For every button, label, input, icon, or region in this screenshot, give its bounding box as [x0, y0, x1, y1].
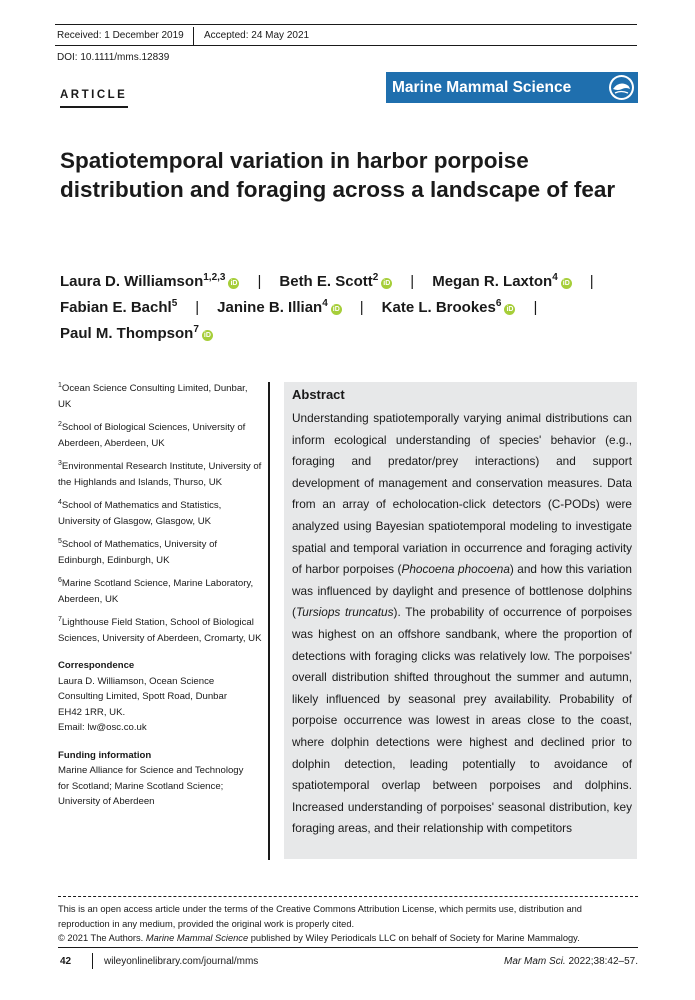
column-rule: [268, 382, 270, 860]
affiliation-marker: 1: [58, 382, 62, 389]
header-separator: [193, 27, 194, 45]
correspondence-line: Laura D. Williamson, Ocean Science: [58, 675, 215, 687]
affiliation: [58, 417, 263, 451]
affiliation-marker: 4: [58, 499, 62, 506]
copyright-journal: Marine Mammal Science: [145, 933, 249, 943]
author-affiliation-marker: 4: [322, 298, 328, 309]
journal-logo-icon: [608, 74, 635, 101]
funding-line: for Scotland; Marine Scotland Science;: [58, 780, 224, 792]
author-separator: |: [410, 273, 415, 290]
correspondence-email[interactable]: Email: lw@osc.co.uk: [58, 722, 147, 733]
species-name: Tursiops truncatus: [295, 605, 394, 620]
footer-dashed-rule: [58, 896, 638, 897]
author-affiliation-marker: 1,2,3: [203, 272, 226, 283]
affiliation: [58, 378, 263, 412]
copyright-text: published by Wiley Periodicals LLC on behalf of Society for Marine Mammalogy.: [248, 933, 580, 943]
footer-separator: [92, 953, 93, 969]
affiliation-text: School of Mathematics, University of Edinburgh, Edinburgh, UK: [58, 539, 218, 566]
author-affiliation-marker: 6: [495, 298, 502, 309]
accepted-date: Accepted: 24 May 2021: [204, 30, 310, 41]
footer-rule: [58, 947, 638, 948]
affiliation: [58, 573, 263, 607]
funding-line: University of Aberdeen: [58, 796, 155, 807]
author-affiliation-marker: 4: [552, 272, 558, 283]
author-name[interactable]: Megan R. Laxton: [432, 273, 553, 290]
author-name[interactable]: Paul M. Thompson: [60, 325, 194, 342]
author-line-2: [60, 298, 555, 322]
license-line: reproduction in any medium, provided the original work is properly cited.: [58, 918, 355, 929]
journal-site-link[interactable]: wileyonlinelibrary.com/journal/mms: [104, 956, 259, 967]
author-name[interactable]: Fabian E. Bachl: [60, 299, 172, 316]
received-date: Received: 1 December 2019: [57, 30, 184, 41]
license-notice: [58, 902, 640, 946]
affiliation-text: School of Biological Sciences, University of Aberdeen, Aberdeen, UK: [58, 422, 246, 449]
correspondence-line: EH42 1RR, UK.: [58, 706, 126, 718]
author-line-3: [60, 324, 213, 348]
citation-journal: Mar Mam Sci.: [504, 956, 566, 967]
correspondence-heading: Correspondence: [58, 660, 135, 671]
author-separator: |: [195, 299, 200, 316]
author-affiliation-marker: 2: [372, 272, 379, 283]
author-line-1: [60, 272, 612, 296]
abstract-box: [284, 382, 637, 859]
author-name[interactable]: Janine B. Illian: [217, 299, 323, 316]
orcid-icon[interactable]: iD: [332, 306, 340, 313]
species-name: Phocoena phocoena: [401, 562, 510, 577]
affiliation: [58, 534, 263, 568]
section-label: ARTICLE: [60, 89, 128, 101]
journal-name: Marine Mammal Science: [392, 78, 572, 96]
section-label-underline: [60, 106, 128, 108]
header-bottom-rule: [55, 45, 637, 46]
affiliation: [58, 612, 263, 646]
page-number: 42: [60, 956, 72, 967]
author-name[interactable]: Laura D. Williamson: [60, 273, 204, 290]
affiliation: [58, 495, 263, 529]
header-top-rule: [55, 24, 637, 25]
affiliation-marker: 3: [58, 460, 62, 467]
front-matter-sidebar: [58, 378, 263, 810]
orcid-icon[interactable]: iD: [562, 280, 570, 287]
orcid-icon[interactable]: iD: [203, 332, 211, 339]
abstract-part: Understanding spatiotemporally varying animal distributions can inform ecological understanding of species' behavior (e.g., foraging and predator/prey interactions) and support development of management and conservation measures. Data from an array of echolocation-click detectors (C-PODs) were analyzed using Bayesian spatiotemporal modeling to investigate spatial and temporal variation in occurrence and foraging activity of harbor porpoises (: [292, 411, 636, 577]
citation-volume: 2022;38:42–57.: [565, 956, 638, 967]
author-affiliation-marker: 7: [193, 324, 199, 335]
abstract-part: ) and how this variation was influenced by daylight and presence of bottlenose dolphins (: [292, 562, 636, 620]
license-line: This is an open access article under the terms of the Creative Commons Attribution License, which permits use, distribution and: [58, 904, 582, 914]
affiliation-text: School of Mathematics and Statistics, University of Glasgow, Glasgow, UK: [58, 500, 222, 527]
affiliation: [58, 456, 263, 490]
journal-badge[interactable]: [386, 72, 638, 103]
author-name[interactable]: Kate L. Brookes: [381, 299, 496, 316]
author-separator: |: [589, 273, 594, 290]
affiliation-text: Environmental Research Institute, University of the Highlands and Islands, Thurso, UK: [58, 461, 262, 488]
affiliation-text: Ocean Science Consulting Limited, Dunbar, UK: [58, 383, 248, 410]
funding-heading: Funding information: [58, 749, 152, 761]
author-affiliation-marker: 5: [171, 298, 178, 309]
funding-line: Marine Alliance for Science and Technology: [58, 765, 244, 776]
author-name[interactable]: Beth E. Scott: [279, 273, 373, 290]
affiliation-text: Lighthouse Field Station, School of Biological Sciences, University of Aberdeen, Cromarty, UK: [58, 617, 262, 644]
doi[interactable]: DOI: 10.1111/mms.12839: [57, 52, 170, 63]
abstract-text: [292, 408, 636, 840]
orcid-icon[interactable]: iD: [230, 280, 238, 287]
correspondence-line: Consulting Limited, Spott Road, Dunbar: [58, 691, 228, 702]
copyright-text: © 2021 The Authors.: [58, 933, 146, 943]
affiliation-marker: 6: [58, 577, 62, 584]
abstract-heading: Abstract: [292, 387, 345, 402]
affiliation-marker: 5: [58, 538, 62, 545]
affiliation-marker: 2: [58, 421, 62, 428]
orcid-icon[interactable]: iD: [506, 306, 514, 313]
copyright-line: [58, 931, 640, 946]
author-separator: |: [359, 299, 364, 316]
author-separator: |: [257, 273, 262, 290]
citation: [504, 956, 638, 967]
article-title: Spatiotemporal variation in harbor porpoise distribution and foraging across a landscape of fear: [60, 148, 616, 202]
affiliation-text: Marine Scotland Science, Marine Laboratory, Aberdeen, UK: [58, 578, 254, 605]
abstract-part: ). The probability of occurrence of porpoises was highest on an offshore sandbank, where the proportion of detections with foraging clicks was relatively low. The porpoises' overall distribution shifted throughout the summer and autumn, likely influenced by seasonal prey availability. Probability of porpoise occurrence was lowest in areas close to the coast, where dolphin detections were highest and declined prior to dolphin detection, leading potentially to avoidance of spatiotemporal overlap between porpoises and dolphins. Increased understanding of porpoises' seasonal distribution, key foraging areas, and their relationship with competitors: [292, 605, 636, 836]
orcid-icon[interactable]: iD: [383, 280, 391, 287]
affiliation-marker: 7: [58, 616, 62, 623]
author-separator: |: [533, 299, 538, 316]
